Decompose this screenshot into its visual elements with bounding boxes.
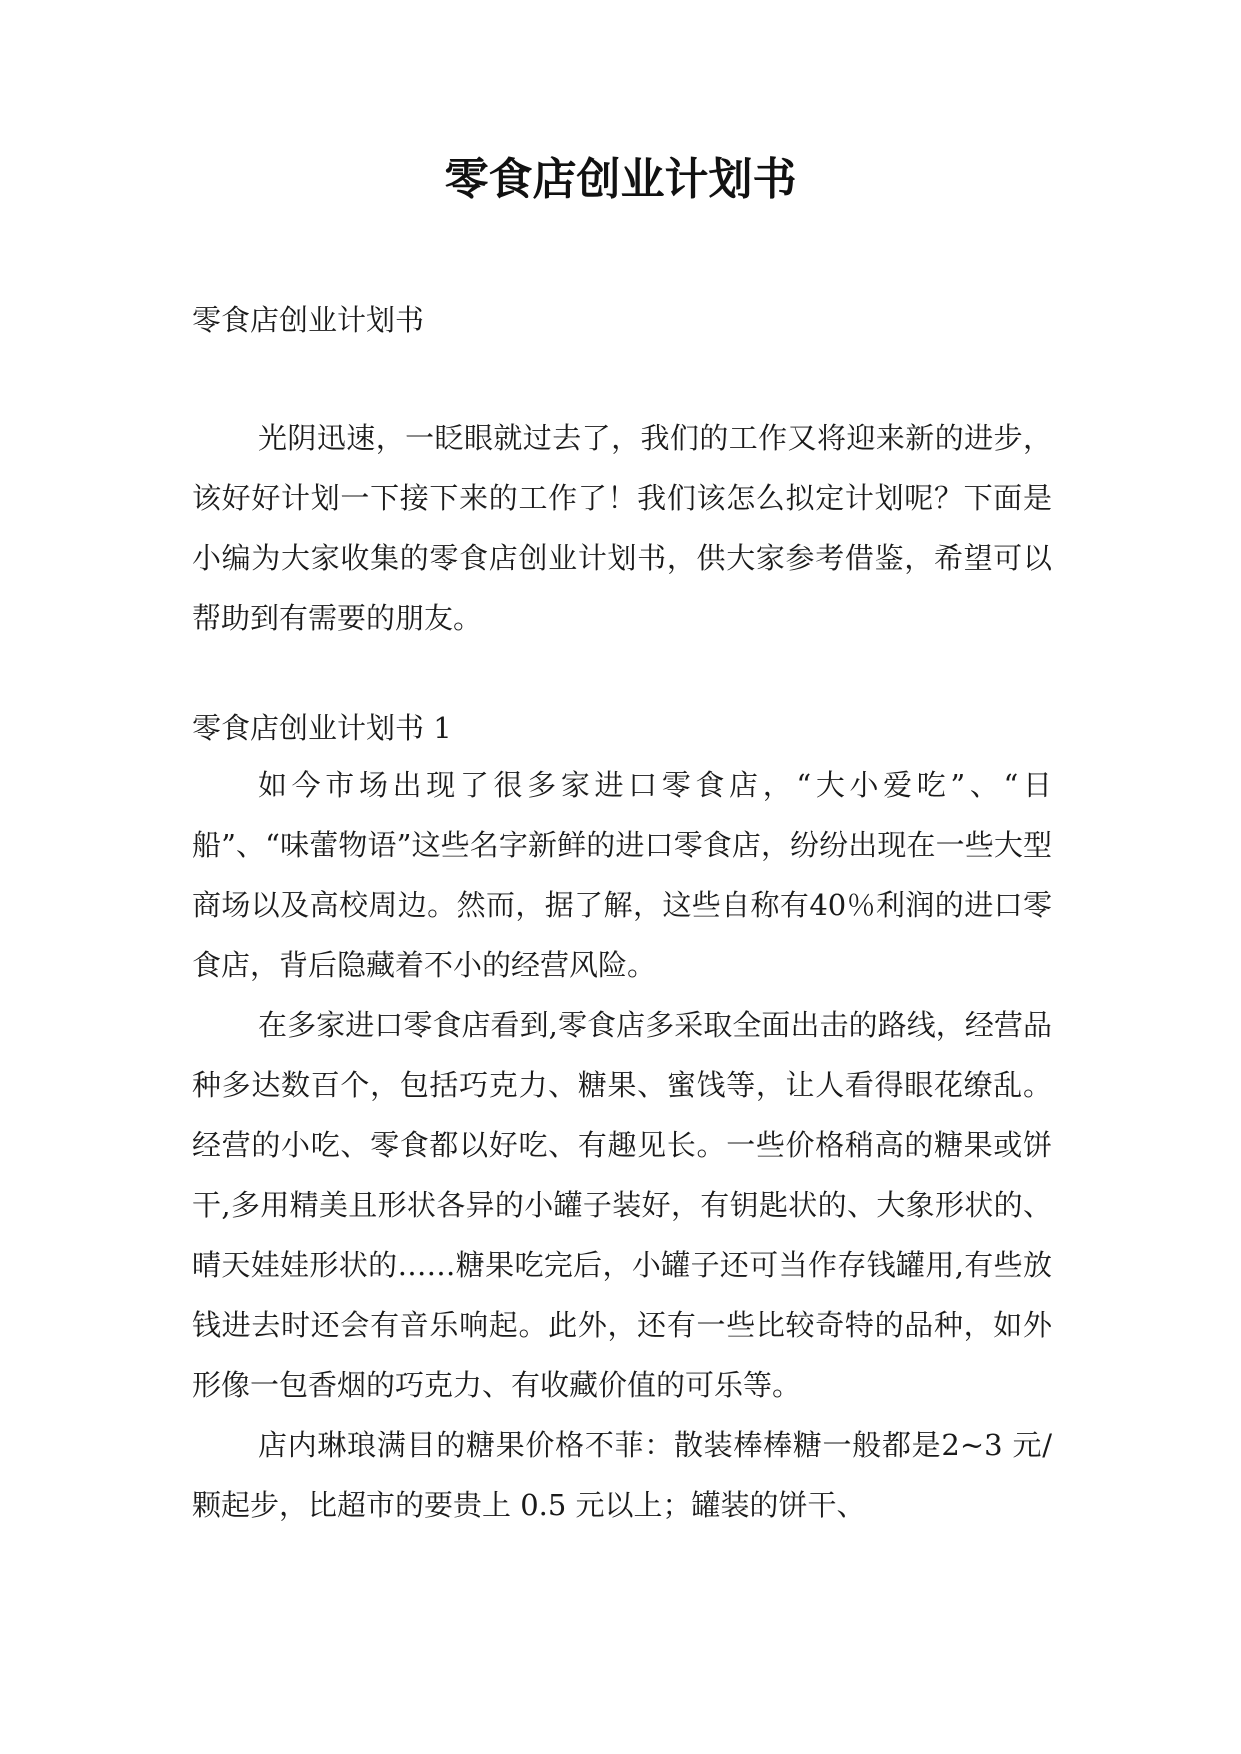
intro-paragraph: 光阴迅速，一眨眼就过去了，我们的工作又将迎来新的进步，该好好计划一下接下来的工作了！我们该怎么拟定计划呢？下面是小编为大家收集的零食店创业计划书，供大家参考借鉴，希望可以帮助到有需要的朋友。: [192, 421, 1052, 635]
paragraph-1: 如今市场出现了很多家进口零食店，“大小爱吃”、“日船”、“味蕾物语”这些名字新鲜的进口零食店，纷纷出现在一些大型商场以及高校周边。然而，据了解，这些自称有40％利润的进口零食店，背后隐藏着不小的经营风险。: [192, 768, 1052, 982]
document-title: 零食店创业计划书: [444, 154, 797, 205]
paragraph-3: 店内琳琅满目的糖果价格不菲：散装棒棒糖一般都是2~3 元/颗起步，比超市的要贵上 0.5 元以上；罐装的饼干、: [192, 1428, 1052, 1522]
paragraph-2: 在多家进口零食店看到,零食店多采取全面出击的路线，经营品种多达数百个，包括巧克力、糖果、蜜饯等，让人看得眼花缭乱。经营的小吃、零食都以好吃、有趣见长。一些价格稍高的糖果或饼干,多用精美且形状各异的小罐子装好，有钥匙状的、大象形状的、晴天娃娃形状的……糖果吃完后，小罐子还可当作存钱罐用,有些放钱进去时还会有音乐响起。此外，还有一些比较奇特的品种，如外形像一包香烟的巧克力、有收藏价值的可乐等。: [192, 1008, 1052, 1402]
intro-block: [192, 408, 1052, 648]
section-content: [192, 755, 1052, 1535]
document-subtitle: 零食店创业计划书: [192, 303, 425, 337]
section-heading: 零食店创业计划书 1: [192, 711, 452, 745]
